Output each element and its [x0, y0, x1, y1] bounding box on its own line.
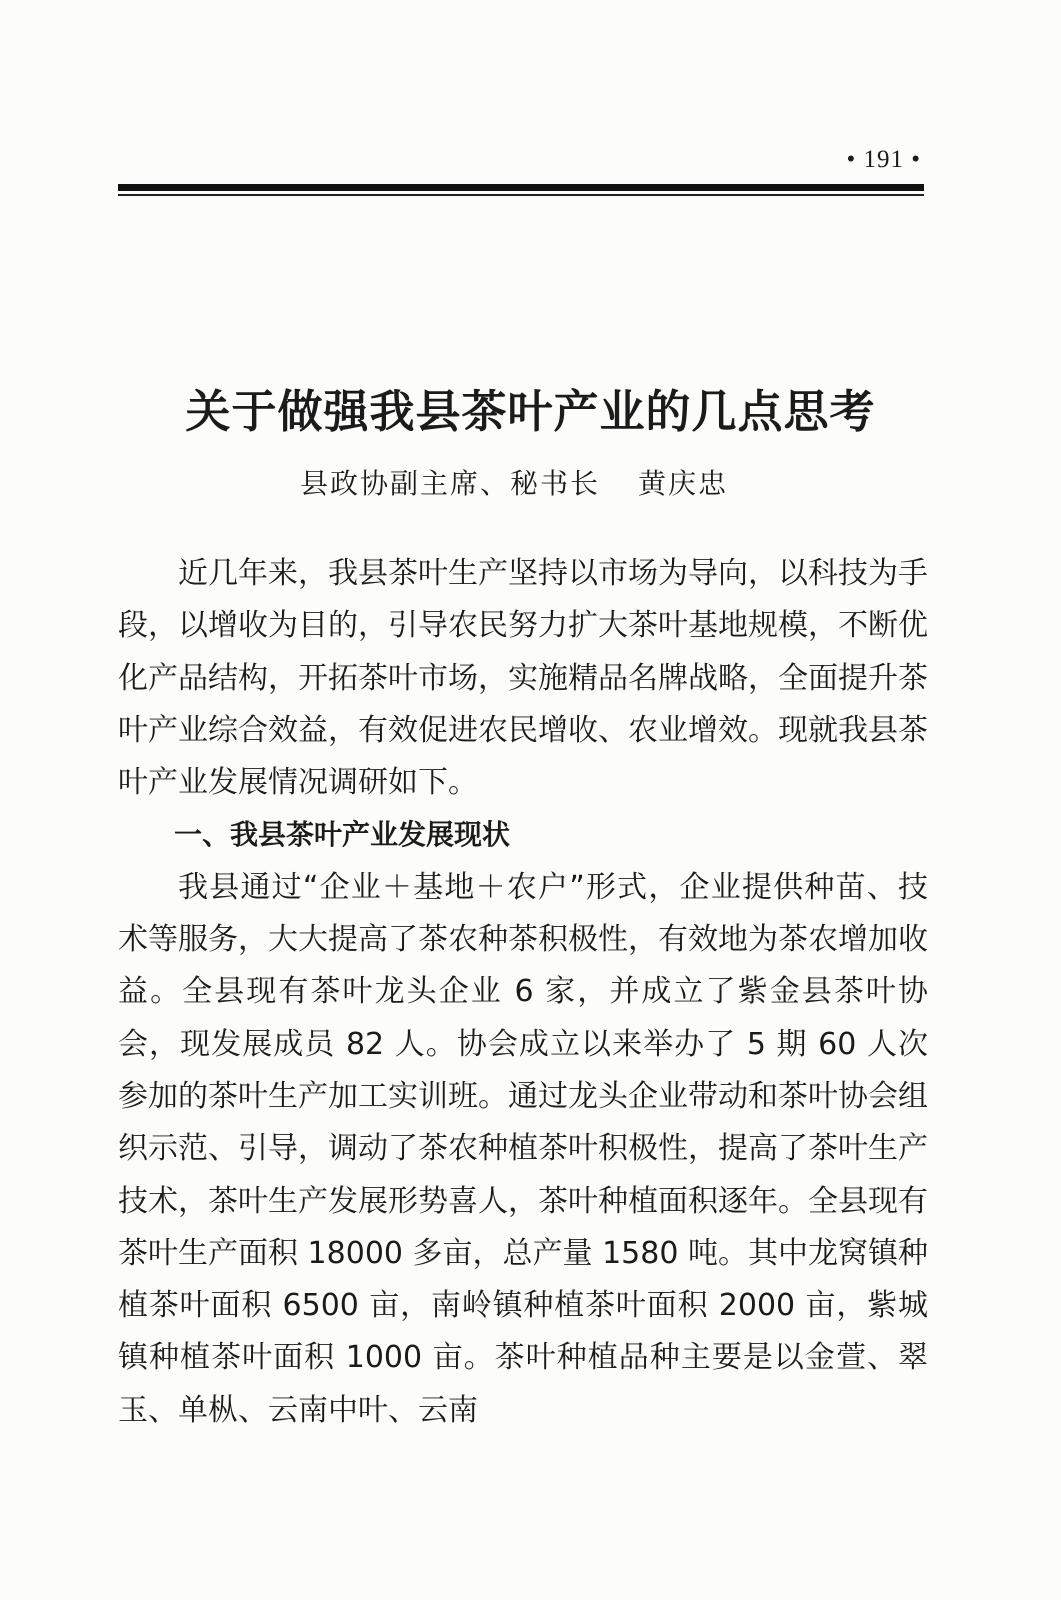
author-name: 黄庆忠: [638, 467, 729, 500]
byline: [300, 462, 728, 502]
author-position: 县政协副主席、秘书长: [300, 467, 601, 500]
header-rule-thick: [118, 184, 924, 191]
section-heading: 一、我县茶叶产业发展现状: [174, 818, 511, 852]
article-title: 关于做强我县茶叶产业的几点思考: [185, 385, 876, 439]
article-body: [118, 548, 928, 1437]
header-rule-thin: [118, 194, 924, 196]
intro-paragraph: 近几年来，我县茶叶生产坚持以市场为导向，以科技为手段，以增收为目的，引导农民努力扩大茶叶基地规模，不断优化产品结构，开拓茶叶市场，实施精品名牌战略，全面提升茶叶产业综合效益，有效促进农民增收、农业增效。现就我县茶叶产业发展情况调研如下。: [118, 556, 928, 801]
section-paragraph: 我县通过“企业＋基地＋农户”形式，企业提供种苗、技术等服务，大大提高了茶农种茶积极性，有效地为茶农增加收益。全县现有茶叶龙头企业 6 家，并成立了紫金县茶叶协会，现发展成员 82 人。协会成立以来举办了 5 期 60 人次参加的茶叶生产加工实训班。通过龙头企业带动和茶叶协会组织示范、引导，调动了茶农种植茶叶积极性，提高了茶叶生产技术，茶叶生产发展形势喜人，茶叶种植面积逐年。全县现有茶叶生产面积 18000 多亩，总产量 1580 吨。其中龙窝镇种植茶叶面积 6500 亩，南岭镇种植茶叶面积 2000 亩，紫城镇种植茶叶面积 1000 亩。茶叶种植品种主要是以金萱、翠玉、单枞、云南中叶、云南: [118, 869, 928, 1428]
page-number: • 191 •: [846, 146, 921, 173]
